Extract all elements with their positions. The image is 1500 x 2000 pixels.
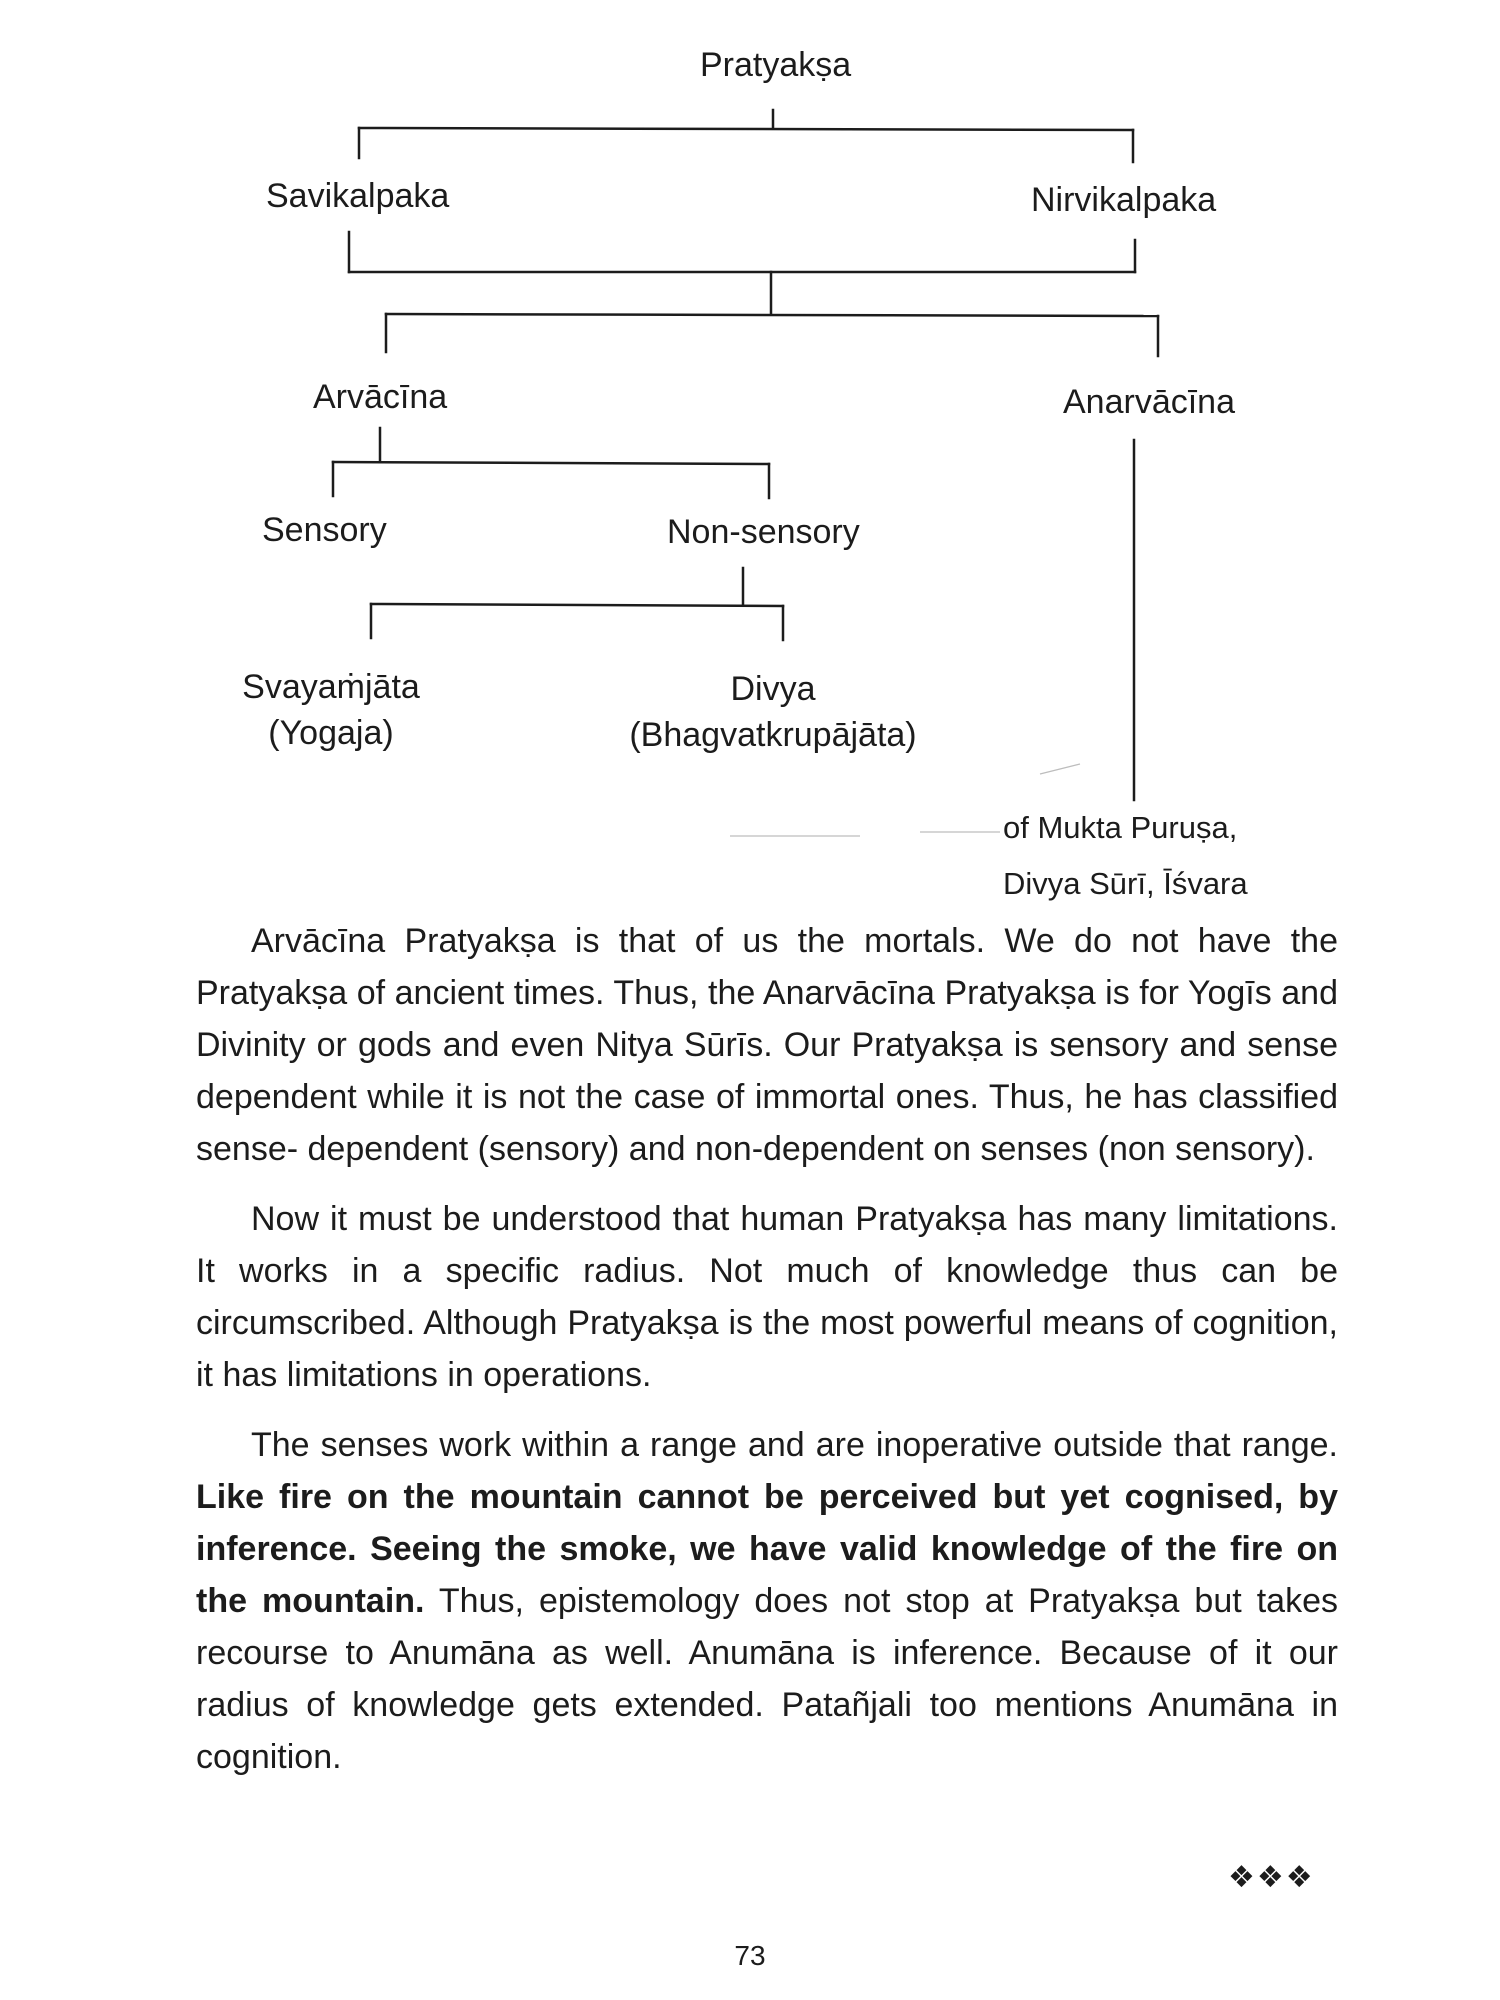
paragraph-3-bold: Like fire on the mountain cannot be perceived but yet cognised, by inference. Seeing the smoke, we have valid knowledge of the fire on the mountain. [196, 1478, 1338, 1620]
scan-mark [1040, 764, 1080, 774]
section-end-ornament: ❖❖❖ [1228, 1861, 1315, 1894]
paragraph-3 [196, 1419, 1338, 1783]
tree-node-sensory: Sensory [262, 511, 387, 549]
tree-node-anarvacina: Anarvācīna [1063, 383, 1235, 421]
body-text [196, 915, 1338, 1801]
tree-node-pratyaksa: Pratyakṣa [700, 46, 852, 84]
tree-node-savikalpaka: Savikalpaka [266, 177, 450, 215]
tree-line [333, 462, 769, 464]
tree-node-non-sensory: Non-sensory [667, 513, 860, 551]
yogaja-label: (Yogaja) [268, 714, 394, 752]
tree-node-mukta-purusa [1003, 800, 1248, 912]
paragraph-2: Now it must be understood that human Pratyakṣa has many limitations. It works in a specific radius. Not much of knowledge thus can be circumscribed. Although Pratyakṣa is the most powerful means of cognition, it has limitations in operations. [196, 1200, 1338, 1394]
tree-node-arvacina: Arvācīna [313, 378, 448, 416]
svayamjata-label: Svayaṁjāta [242, 668, 420, 706]
tree-line [386, 314, 1158, 316]
bhagvatkrupajata-label: (Bhagvatkrupājāta) [629, 716, 917, 754]
paragraph-3-start: The senses work within a range and are inoperative outside that range. [251, 1426, 1338, 1464]
mukta-purusa-label: of Mukta Puruṣa, [1003, 810, 1238, 845]
paragraph-3-end: Thus, epistemology does not stop at Pratyakṣa but takes recourse to Anumāna as well. Anumāna is inference. Because of it our radius of knowledge gets extended. Patañjali too mentions Anumāna in cognition. [196, 1582, 1338, 1776]
tree-line [359, 128, 1133, 130]
tree-line [371, 604, 783, 606]
tree-node-svayamjata [226, 664, 436, 756]
tree-node-nirvikalpaka: Nirvikalpaka [1031, 181, 1217, 219]
divya-label: Divya [730, 670, 816, 708]
divya-suri-isvara-label: Divya Sūrī, Īśvara [1003, 866, 1248, 901]
paragraph-1: Arvācīna Pratyakṣa is that of us the mortals. We do not have the Pratyakṣa of ancient times. Thus, the Anarvācīna Pratyakṣa is for Yogīs and Divinity or gods and even Nitya Sūrīs. Our Pratyakṣa is sensory and sense dependent while it is not the case of immortal ones. Thus, he has classified sense- dependent (sensory) and non-dependent on senses (non sensory). [196, 922, 1338, 1168]
tree-node-divya [608, 666, 938, 758]
page-number: 73 [734, 1940, 766, 1971]
